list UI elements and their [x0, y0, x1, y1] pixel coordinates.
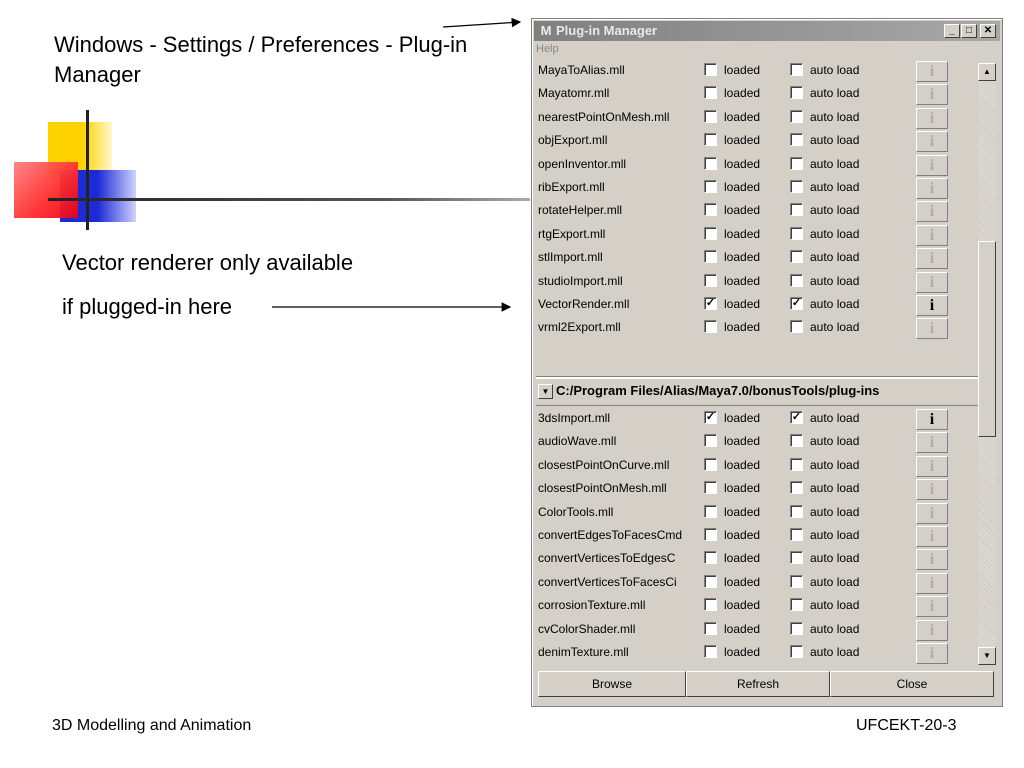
loaded-label: loaded — [724, 411, 761, 425]
plugin-path-label: C:/Program Files/Alias/Maya7.0/bonusTools/plug-ins — [556, 383, 880, 398]
plugin-row — [536, 176, 978, 199]
info-icon[interactable]: i — [916, 155, 948, 176]
plugin-name: vrml2Export.mll — [538, 320, 621, 335]
plugin-name: closestPointOnCurve.mll — [538, 457, 670, 472]
info-icon[interactable]: i — [916, 178, 948, 199]
plugin-name: closestPointOnMesh.mll — [538, 481, 667, 496]
autoload-checkbox[interactable] — [790, 180, 803, 193]
loaded-label: loaded — [724, 621, 761, 636]
loaded-label: loaded — [724, 250, 761, 265]
loaded-checkbox[interactable] — [704, 320, 717, 333]
plugin-name: cvColorShader.mll — [538, 621, 636, 636]
plugin-path-header[interactable] — [536, 377, 978, 406]
plugin-name: studioImport.mll — [538, 273, 623, 288]
plugin-row — [536, 59, 978, 82]
info-icon[interactable]: i — [916, 318, 948, 339]
autoload-label: auto load — [810, 109, 860, 124]
loaded-checkbox[interactable] — [704, 203, 717, 216]
plugin-row — [536, 270, 978, 293]
autoload-label: auto load — [810, 504, 860, 519]
autoload-label: auto load — [810, 273, 860, 288]
maximize-button[interactable]: □ — [961, 24, 977, 38]
info-icon[interactable]: i — [916, 573, 948, 594]
loaded-checkbox[interactable] — [704, 274, 717, 287]
loaded-label: loaded — [724, 156, 761, 171]
loaded-checkbox[interactable] — [704, 528, 717, 541]
info-icon[interactable]: i — [916, 272, 948, 293]
scroll-thumb[interactable] — [978, 241, 996, 437]
info-icon[interactable]: i — [916, 503, 948, 524]
plugin-row — [536, 129, 978, 152]
vertical-scrollbar[interactable] — [978, 63, 996, 665]
autoload-checkbox[interactable] — [790, 458, 803, 471]
minimize-button[interactable]: _ — [944, 24, 960, 38]
autoload-checkbox[interactable] — [790, 598, 803, 611]
refresh-button[interactable]: Refresh — [686, 671, 830, 697]
scroll-up-icon[interactable]: ▲ — [978, 63, 996, 81]
autoload-checkbox[interactable] — [790, 227, 803, 240]
autoload-label: auto load — [810, 481, 860, 496]
plugin-row — [536, 106, 978, 129]
loaded-label: loaded — [724, 273, 761, 288]
button-bar — [538, 671, 996, 697]
autoload-label: auto load — [810, 203, 860, 218]
info-icon[interactable]: i — [916, 248, 948, 269]
plugin-row — [536, 430, 978, 453]
plugin-row — [536, 524, 978, 547]
info-icon[interactable]: i — [916, 620, 948, 641]
plugin-name: ribExport.mll — [538, 180, 605, 194]
loaded-label: loaded — [724, 528, 761, 542]
autoload-checkbox[interactable] — [790, 434, 803, 447]
autoload-checkbox[interactable] — [790, 505, 803, 518]
info-icon[interactable]: i — [916, 596, 948, 617]
autoload-checkbox[interactable] — [790, 551, 803, 564]
info-icon[interactable]: i — [916, 432, 948, 453]
menu-help[interactable]: Help — [536, 43, 559, 55]
collapse-arrow-icon[interactable]: ▼ — [538, 384, 553, 399]
autoload-label: auto load — [810, 320, 860, 335]
autoload-checkbox[interactable]: ✓ — [791, 411, 802, 423]
loaded-label: loaded — [724, 86, 761, 101]
loaded-checkbox[interactable] — [704, 180, 717, 193]
plugin-row — [536, 153, 978, 176]
plugin-name: rtgExport.mll — [538, 226, 606, 241]
loaded-label: loaded — [724, 645, 761, 659]
plugin-row — [536, 82, 978, 105]
plugin-name: convertVerticesToFacesCi — [538, 574, 677, 589]
autoload-label: auto load — [810, 297, 860, 311]
autoload-checkbox[interactable] — [790, 575, 803, 588]
close-window-button[interactable]: ✕ — [980, 24, 996, 38]
loaded-checkbox[interactable] — [704, 110, 717, 123]
plugin-name: MayaToAlias.mll — [538, 63, 625, 77]
info-icon[interactable]: i — [916, 61, 948, 82]
loaded-label: loaded — [724, 457, 761, 472]
loaded-checkbox[interactable] — [704, 63, 717, 76]
plugin-row — [536, 547, 978, 570]
info-icon[interactable]: i — [916, 643, 948, 664]
title-bar[interactable] — [534, 21, 1000, 41]
plugin-row — [536, 501, 978, 524]
loaded-checkbox[interactable]: ✓ — [705, 411, 716, 423]
autoload-label: auto load — [810, 411, 860, 425]
plugin-name: convertVerticesToEdgesC — [538, 551, 676, 566]
autoload-label: auto load — [810, 528, 860, 542]
loaded-label: loaded — [724, 133, 761, 148]
loaded-checkbox[interactable] — [704, 86, 717, 99]
autoload-label: auto load — [810, 457, 860, 472]
info-icon[interactable]: i — [916, 84, 948, 105]
close-button[interactable]: Close — [830, 671, 994, 697]
plugin-row — [536, 223, 978, 246]
autoload-label: auto load — [810, 621, 860, 636]
autoload-checkbox[interactable] — [790, 133, 803, 146]
plugin-name: objExport.mll — [538, 133, 608, 148]
autoload-label: auto load — [810, 156, 860, 171]
loaded-checkbox[interactable]: ✓ — [705, 297, 716, 309]
plugin-manager-window — [531, 18, 1003, 707]
info-icon[interactable]: i — [916, 549, 948, 570]
loaded-checkbox[interactable] — [704, 598, 717, 611]
autoload-checkbox[interactable] — [790, 645, 803, 658]
autoload-label: auto load — [810, 226, 860, 241]
loaded-checkbox[interactable] — [704, 434, 717, 447]
window-title: Plug-in Manager — [556, 23, 658, 38]
slide-title: Windows - Settings / Preferences - Plug-in Manager — [54, 32, 468, 87]
autoload-label: auto load — [810, 551, 860, 566]
autoload-label: auto load — [810, 645, 860, 659]
plugin-row — [536, 407, 978, 430]
plugin-name: VectorRender.mll — [538, 297, 630, 311]
autoload-checkbox[interactable] — [790, 320, 803, 333]
autoload-checkbox[interactable] — [790, 528, 803, 541]
plugin-row — [536, 246, 978, 269]
autoload-label: auto load — [810, 133, 860, 148]
loaded-checkbox[interactable] — [704, 645, 717, 658]
loaded-checkbox[interactable] — [704, 505, 717, 518]
loaded-label: loaded — [724, 434, 761, 449]
info-icon[interactable]: i — [916, 456, 948, 477]
autoload-label: auto load — [810, 180, 860, 194]
arrow-to-window — [443, 22, 520, 27]
plugin-name: 3dsImport.mll — [538, 411, 611, 425]
loaded-label: loaded — [724, 481, 761, 496]
plugin-name: stlImport.mll — [538, 250, 603, 265]
info-icon[interactable]: i — [916, 108, 948, 129]
loaded-label: loaded — [724, 320, 761, 335]
plugin-row — [536, 454, 978, 477]
plugin-row — [536, 641, 978, 664]
loaded-checkbox[interactable] — [704, 157, 717, 170]
loaded-checkbox[interactable] — [704, 227, 717, 240]
autoload-checkbox[interactable] — [790, 622, 803, 635]
loaded-checkbox[interactable] — [704, 622, 717, 635]
autoload-checkbox[interactable] — [790, 110, 803, 123]
plugin-name: Mayatomr.mll — [538, 86, 610, 101]
autoload-checkbox[interactable] — [790, 157, 803, 170]
loaded-label: loaded — [724, 63, 761, 77]
autoload-checkbox[interactable] — [790, 274, 803, 287]
plugin-list — [536, 59, 978, 665]
info-icon[interactable]: i — [916, 295, 948, 316]
loaded-checkbox[interactable] — [704, 458, 717, 471]
autoload-label: auto load — [810, 86, 860, 101]
info-icon[interactable]: i — [916, 225, 948, 246]
plugin-row — [536, 316, 978, 339]
loaded-label: loaded — [724, 551, 761, 566]
autoload-checkbox[interactable] — [790, 250, 803, 263]
autoload-checkbox[interactable] — [790, 203, 803, 216]
autoload-label: auto load — [810, 63, 860, 77]
scroll-down-icon[interactable]: ▼ — [978, 647, 996, 665]
plugin-name: rotateHelper.mll — [538, 203, 623, 218]
autoload-label: auto load — [810, 250, 860, 265]
loaded-checkbox[interactable] — [704, 551, 717, 564]
footer-course-title: 3D Modelling and Animation — [52, 717, 252, 734]
plugin-name: audioWave.mll — [538, 434, 617, 449]
note-plugged-in: if plugged-in here — [62, 294, 233, 319]
plugin-name: ColorTools.mll — [538, 504, 614, 519]
autoload-label: auto load — [810, 598, 860, 613]
loaded-label: loaded — [724, 180, 761, 194]
plugin-name: nearestPointOnMesh.mll — [538, 109, 670, 124]
loaded-label: loaded — [724, 297, 761, 311]
maya-icon: M — [540, 23, 552, 38]
autoload-label: auto load — [810, 574, 860, 589]
plugin-row — [536, 618, 978, 641]
loaded-checkbox[interactable] — [704, 575, 717, 588]
loaded-label: loaded — [724, 226, 761, 241]
info-icon[interactable]: i — [916, 526, 948, 547]
loaded-checkbox[interactable] — [704, 481, 717, 494]
plugin-row — [536, 664, 978, 665]
autoload-label: auto load — [810, 434, 860, 449]
plugin-name: openInventor.mll — [538, 156, 627, 171]
plugin-row — [536, 293, 978, 316]
plugin-row — [536, 477, 978, 500]
footer-course-code: UFCEKT-20-3 — [856, 717, 957, 734]
loaded-label: loaded — [724, 598, 761, 613]
loaded-label: loaded — [724, 574, 761, 589]
info-icon[interactable]: i — [916, 131, 948, 152]
plugin-row — [536, 594, 978, 617]
info-icon[interactable]: i — [916, 479, 948, 500]
autoload-checkbox[interactable] — [790, 86, 803, 99]
autoload-checkbox[interactable] — [790, 63, 803, 76]
info-icon[interactable]: i — [916, 409, 948, 430]
plugin-name: denimTexture.mll — [538, 645, 629, 659]
loaded-checkbox[interactable] — [704, 250, 717, 263]
loaded-label: loaded — [724, 203, 761, 218]
plugin-row — [536, 199, 978, 222]
loaded-label: loaded — [724, 109, 761, 124]
note-vector-renderer: Vector renderer only available — [62, 250, 354, 275]
plugin-name: convertEdgesToFacesCmd — [538, 528, 683, 542]
autoload-checkbox[interactable] — [790, 481, 803, 494]
autoload-checkbox[interactable]: ✓ — [791, 297, 802, 309]
loaded-checkbox[interactable] — [704, 133, 717, 146]
plugin-name: corrosionTexture.mll — [538, 598, 646, 613]
browse-button[interactable]: Browse — [538, 671, 686, 697]
loaded-label: loaded — [724, 504, 761, 519]
plugin-row — [536, 571, 978, 594]
info-icon[interactable]: i — [916, 201, 948, 222]
